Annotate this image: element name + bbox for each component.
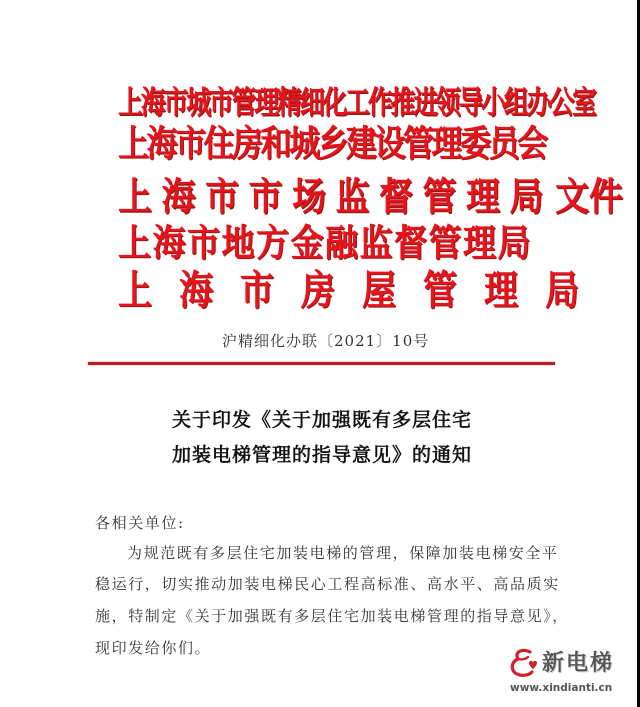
issuer-line-3 — [118, 166, 623, 221]
watermark-name: 新电梯 — [542, 651, 615, 676]
heart-e-logo-icon — [508, 648, 542, 678]
document-word: 文件 — [555, 174, 623, 220]
body-line-2: 稳运行，切实推动加装电梯民心工程高标准、高水平、高品质实 — [95, 575, 560, 593]
issuer-line-2: 上海市住房和城乡建设管理委员会 — [118, 123, 546, 165]
issuer-line-4: 上海市地方金融监督管理局 — [118, 220, 532, 265]
watermark-logo — [508, 648, 633, 703]
issuer-line-3-text: 上海市市场监督管理局 — [118, 174, 553, 220]
notice-title-line-1: 关于印发《关于加强既有多层住宅 — [171, 409, 472, 431]
document-number: 沪精细化办联〔2021〕10号 — [222, 332, 430, 350]
salutation: 各相关单位: — [95, 514, 185, 532]
issuer-line-5: 上海市房屋管理局 — [118, 267, 606, 315]
notice-title-line-2: 加装电梯管理的指导意见》的通知 — [171, 444, 472, 466]
body-line-3: 施，特制定《关于加强既有多层住宅加装电梯管理的指导意见》， — [95, 607, 569, 625]
body-line-1: 为规范既有多层住宅加装电梯的管理，保障加装电梯安全平 — [127, 544, 559, 562]
watermark-url: www.xindianti.cn — [510, 682, 613, 694]
red-separator-line — [88, 362, 555, 365]
body-line-4: 现印发给你们。 — [95, 639, 212, 657]
issuer-line-1: 上海市城市管理精细化工作推进领导小组办公室 — [118, 84, 595, 121]
